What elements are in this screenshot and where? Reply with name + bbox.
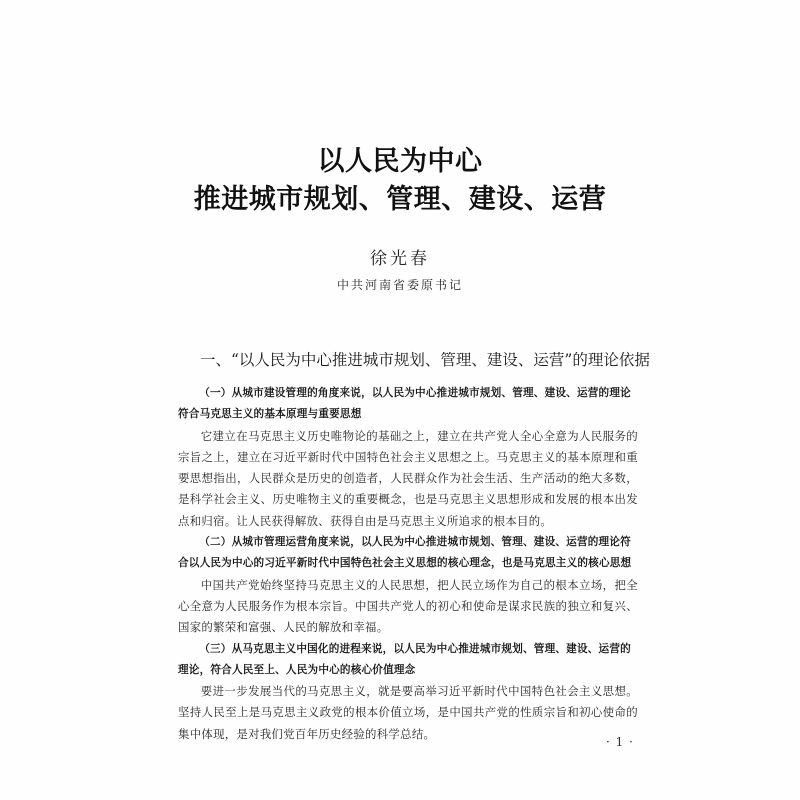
subsection-heading-3: （三）从马克思主义中国化的进程来说，以人民为中心推进城市规划、管理、建设、运营的理论，符合人民至上、人民为中心的核心价值理念 [178,642,631,676]
author-affiliation: 中共河南省委原书记 [336,278,463,292]
subsection-heading-2: （二）从城市管理运营角度来说，以人民为中心推进城市规划、管理、建设、运营的理论符合以人民为中心的习近平新时代中国特色社会主义思想的核心理念，也是马克思主义的核心思想 [178,536,632,570]
subsection-heading-1: （一）从城市建设管理的角度来说，以人民为中心推进城市规划、管理、建设、运营的理论符合马克思主义的基本原理与重要思想 [178,387,631,421]
paragraph-3: 要进一步发展当代的马克思主义，就是要高举习近平新时代中国特色社会主义思想。坚持人民至上是马克思主义政党的根本价值立场，是中国共产党的性质宗旨和初心使命的集中体现，是对我们党百年历史经验的科学总结。 [178,684,638,741]
page-number: · 1 · [606,735,634,749]
article-title [0,143,800,219]
article-body [178,383,638,745]
title-line-1: 以人民为中心 [317,146,483,177]
paragraph-2: 中国共产党始终坚持马克思主义的人民思想，把人民立场作为自己的根本立场，把全心全意为人民服务作为根本宗旨。中国共产党人的初心和使命是谋求民族的独立和复兴、国家的繁荣和富强、人民的解放和幸福。 [178,577,638,635]
title-line-2: 推进城市规划、管理、建设、运营 [193,184,607,215]
author-name: 徐光春 [370,249,430,269]
section-heading: 一、“以人民为中心推进城市规划、管理、建设、运营”的理论依据 [200,351,650,369]
paragraph-1: 它建立在马克思主义历史唯物论的基础之上，建立在共产党人全心全意为人民服务的宗旨之上，建立在习近平新时代中国特色社会主义思想之上。马克思主义的基本原理和重要思想指出，人民群众是历史的创造者，人民群众作为社会生活、生产活动的绝大多数，是科学社会主义、历史唯物主义的重要概念，也是马克思主义思想形成和发展的根本出发点和归宿。让人民获得解放、获得自由是马克思主义所追求的根本目的。 [178,428,638,528]
